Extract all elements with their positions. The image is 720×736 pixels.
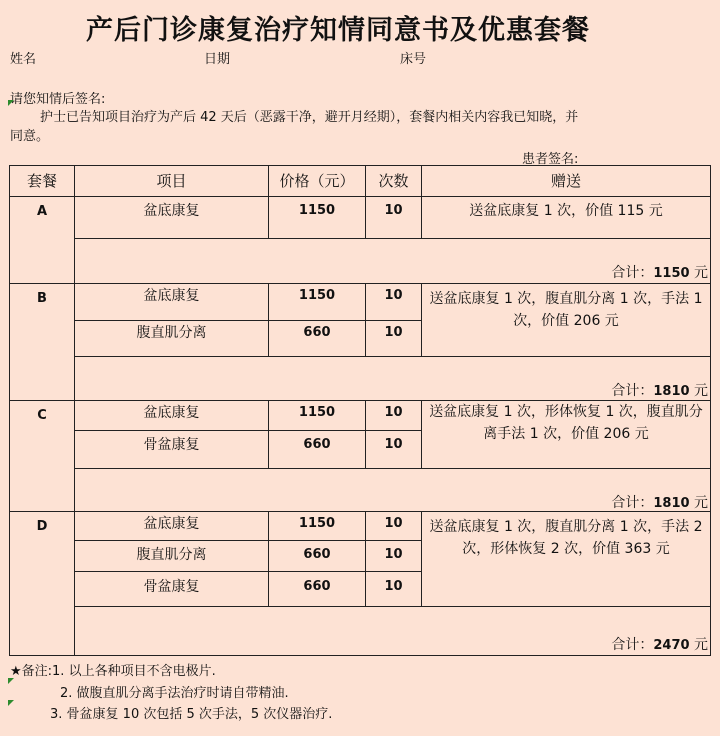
total-label: 合计：: [611, 383, 654, 399]
date-label: 日期: [204, 52, 231, 67]
item-times: 10: [384, 203, 403, 218]
item-times: 10: [384, 547, 403, 562]
bed-label: 床号: [400, 52, 427, 67]
page-title: 产后门诊康复治疗知情同意书及优惠套餐: [86, 15, 590, 46]
item-times: 10: [384, 405, 403, 420]
package-total: [611, 262, 708, 282]
item-name: 盆底康复: [143, 288, 200, 304]
package-code: B: [37, 291, 47, 306]
total-value: 1150: [653, 266, 690, 281]
package-total: [611, 634, 708, 654]
item-price: 660: [303, 547, 331, 562]
header-package: 套餐: [26, 172, 57, 190]
item-price: 1150: [298, 203, 336, 218]
item-price: 1150: [298, 516, 336, 531]
gift-text: 送盆底康复 1 次，形体恢复 1 次，腹直肌分离手法 1 次，价值 206 元: [429, 404, 703, 442]
item-name: 骨盆康复: [143, 437, 200, 453]
note-3: 3. 骨盆康复 10 次包括 5 次手法，5 次仪器治疗.: [50, 707, 333, 722]
total-value: 1810: [653, 384, 690, 399]
item-name: 盆底康复: [143, 516, 200, 532]
package-total: [611, 492, 708, 512]
total-label: 合计：: [611, 637, 654, 653]
item-name: 盆底康复: [143, 405, 200, 421]
item-times: 10: [384, 288, 403, 303]
package-total: [611, 380, 708, 400]
item-price: 660: [303, 325, 331, 340]
gift-text: 送盆底康复 1 次，价值 115 元: [469, 203, 663, 219]
note-1: ★备注:1. 以上各种项目不含电极片.: [10, 664, 216, 679]
item-name: 骨盆康复: [143, 579, 200, 595]
item-name: 腹直肌分离: [136, 325, 207, 341]
item-price: 1150: [298, 288, 336, 303]
item-times: 10: [384, 325, 403, 340]
total-label: 合计：: [611, 495, 654, 511]
item-price: 1150: [298, 405, 336, 420]
total-value: 1810: [653, 496, 690, 511]
patient-signature-label: 患者签名:: [522, 152, 579, 167]
package-code: D: [36, 519, 48, 534]
header-times: 次数: [378, 172, 409, 190]
note-2: 2. 做腹直肌分离手法治疗时请自带精油.: [60, 686, 289, 701]
item-times: 10: [384, 579, 403, 594]
total-unit: 元: [694, 265, 708, 281]
header-gift: 赠送: [550, 172, 581, 190]
total-unit: 元: [694, 495, 708, 511]
total-value: 2470: [653, 638, 690, 653]
item-times: 10: [384, 516, 403, 531]
name-label: 姓名: [10, 52, 37, 67]
item-name: 腹直肌分离: [136, 547, 207, 563]
header-item: 项目: [156, 172, 187, 190]
package-code: C: [37, 408, 47, 423]
item-name: 盆底康复: [143, 203, 200, 219]
total-unit: 元: [694, 637, 708, 653]
total-label: 合计：: [611, 265, 654, 281]
gift-text: 送盆底康复 1 次，腹直肌分离 1 次，手法 2 次，形体恢复 2 次，价值 363 元: [429, 519, 703, 557]
total-unit: 元: [694, 383, 708, 399]
intro-label: 请您知情后签名:: [10, 92, 106, 107]
package-code: A: [36, 204, 48, 219]
item-times: 10: [384, 437, 403, 452]
item-price: 660: [303, 437, 331, 452]
item-price: 660: [303, 579, 331, 594]
header-price: 价格（元）: [279, 172, 355, 190]
intro-text: 护士已告知项目治疗为产后 42 天后（恶露干净，避开月经期），套餐内相关内容我已知晓，并同意。: [10, 110, 579, 144]
gift-text: 送盆底康复 1 次，腹直肌分离 1 次，手法 1 次，价值 206 元: [429, 291, 703, 329]
